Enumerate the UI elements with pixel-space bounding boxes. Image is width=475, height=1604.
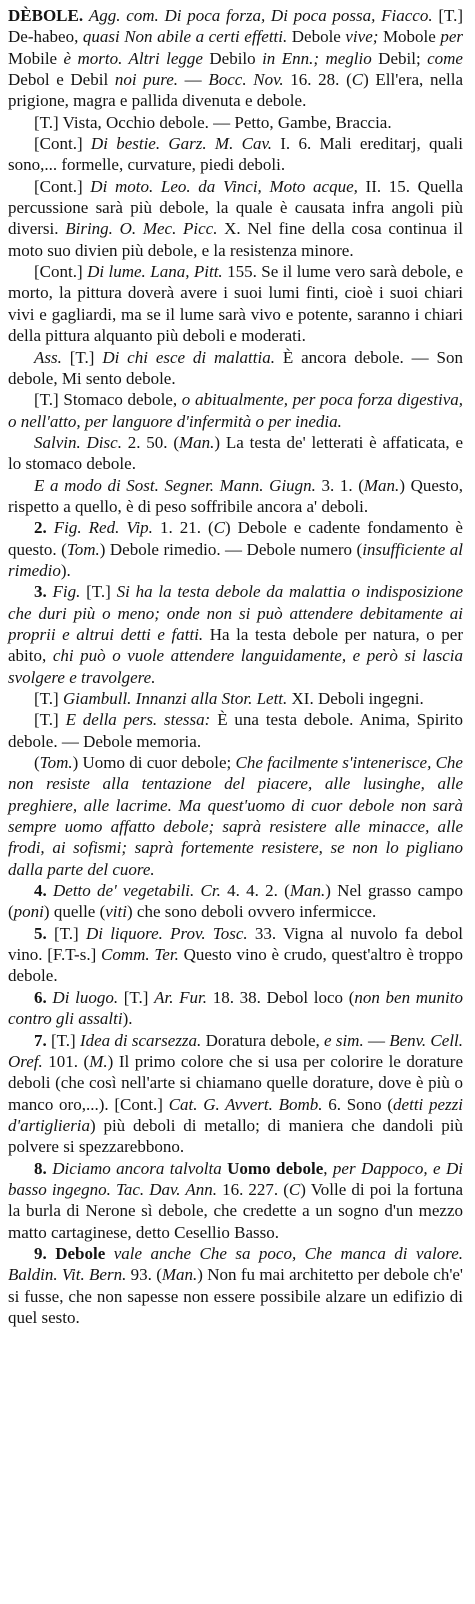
text-run: [T.]	[34, 710, 66, 730]
italic-text: Salvin. Disc.	[34, 432, 128, 452]
text-run: [T.]	[86, 582, 117, 602]
entry-sense-paragraph	[8, 1243, 463, 1328]
italic-text: Man.	[179, 432, 215, 452]
italic-text: M.	[89, 1051, 108, 1071]
text-run: ) Nel grasso campo (	[8, 881, 463, 922]
text-run: Debol e Debil	[8, 70, 115, 90]
entry-sense-paragraph	[8, 112, 463, 133]
italic-text: Comm. Ter.	[101, 945, 184, 965]
text-run: ) Il primo colore che si usa per colorire le dorature deboli (che così nell'arte si chiamano quelle dorature, dove è più o manco oro,...). [Cont.]	[8, 1051, 463, 1114]
entry-headword-paragraph	[8, 5, 463, 112]
italic-text: Di luogo.	[52, 987, 124, 1007]
text-run: [T.]	[69, 347, 103, 367]
italic-text: Detto de' vegetabili. Cr.	[53, 881, 228, 901]
entry-sense-paragraph	[8, 880, 463, 923]
italic-text: Diciamo ancora talvolta	[52, 1158, 228, 1178]
text-run: [T.]	[123, 987, 155, 1007]
entry-sense-paragraph	[8, 261, 463, 346]
text-run: X. Nel fine della cosa continua il moto suo divien più debole, e la resistenza minore.	[8, 219, 463, 260]
text-run: 6. Sono (	[328, 1094, 394, 1114]
text-run: ) che sono deboli ovvero infermicce.	[126, 902, 377, 922]
italic-text: e sim.	[324, 1030, 368, 1050]
text-run: [T.] Stomaco debole,	[34, 390, 182, 410]
text-run: 1. 21. (	[159, 518, 214, 538]
entry-sense-paragraph	[8, 581, 463, 688]
entry-sense-paragraph	[8, 987, 463, 1030]
text-run: [Cont.]	[34, 262, 88, 282]
text-run: [T.]	[34, 689, 63, 708]
text-run: —	[184, 70, 209, 90]
text-run: ).	[122, 1009, 133, 1029]
italic-text: Man.	[363, 475, 400, 495]
italic-text: Cat. G. Avvert. Bomb.	[168, 1094, 329, 1114]
italic-text: C	[288, 1179, 301, 1199]
entry-sense-paragraph	[8, 432, 463, 475]
bold-text: 9. Debole	[34, 1243, 114, 1263]
entry-sense-paragraph	[8, 176, 463, 261]
entry-sense-paragraph	[8, 475, 463, 518]
text-run: [T.]	[51, 1030, 80, 1050]
italic-text: detti pezzi d'artiglieria	[8, 1094, 463, 1135]
entry-sense-paragraph	[8, 1030, 463, 1158]
text-run: XI. Deboli ingegni.	[291, 689, 424, 708]
italic-text: per Dappoco, e Di basso ingegno. Tac. Dav. Ann.	[8, 1158, 463, 1199]
entry-sense-paragraph	[8, 517, 463, 581]
bold-text: Uomo debole	[227, 1158, 324, 1178]
text-run: [T.]	[54, 923, 86, 943]
entry-sense-paragraph	[8, 752, 463, 880]
italic-text: Si ha la testa debole da malattia o indisposizione che duri più o meno; onde non si può attendere debitamente ai proprii e altrui detti e fatti.	[8, 582, 464, 644]
text-run: Mobile	[8, 48, 64, 68]
text-run: ) La testa de' letterati è affaticata, e lo stomaco debole.	[8, 432, 463, 474]
italic-text: Tom.	[66, 539, 100, 559]
italic-text: in Enn.; meglio	[262, 48, 379, 68]
text-run: Questo vino è crudo, quest'altro è troppo debole.	[8, 945, 463, 986]
italic-text: poni	[13, 902, 44, 922]
text-run: ) più deboli di metallo; di maniera che dandoli più polvere si spezzarebbono.	[8, 1115, 463, 1157]
text-run: ).	[60, 560, 71, 580]
italic-text: Man.	[161, 1265, 198, 1285]
bold-text: 3.	[34, 582, 53, 602]
bold-text: DÈBOLE.	[8, 6, 89, 25]
text-run: Ha la testa debole per natura, o per abito,	[8, 624, 463, 666]
italic-text: quasi Non abile a certi effetti.	[82, 27, 292, 47]
italic-text: C	[213, 518, 225, 538]
text-run: 16. 28. (	[290, 70, 352, 90]
bold-text: 7.	[34, 1030, 51, 1050]
text-run: [Cont.]	[34, 134, 91, 154]
italic-text: Bocc. Nov.	[208, 70, 291, 90]
text-run: ) Volle di poi la fortuna la burla di Nerone sì debole, che credette a un sogno d'un mezzo matto cartaginese, detto Cesellio Basso.	[8, 1179, 463, 1242]
italic-text: per	[440, 27, 464, 47]
italic-text: o abitualmente, per poca forza digestiva, o nell'atto, per languore d'infermità o per inedia.	[8, 390, 463, 431]
text-run: ) Debole rimedio. — Debole numero (	[99, 539, 363, 559]
italic-text: Idea di scarsezza.	[79, 1030, 206, 1050]
text-run: 33. Vigna al nuvolo fa debol vino. [F.T-s.]	[8, 923, 464, 965]
italic-text: viti	[105, 902, 127, 922]
italic-text: Giambull. Innanzi alla Stor. Lett.	[62, 689, 292, 708]
text-run: ) quelle (	[43, 902, 106, 922]
bold-text: 8.	[34, 1158, 53, 1178]
italic-text: Di lume. Lana, Pitt.	[87, 262, 228, 282]
text-run: Doratura debole,	[205, 1030, 325, 1050]
text-run: [T.] De-habeo,	[8, 6, 464, 47]
italic-text: Che facilmente s'intenerisce, Che non resiste alla tentazione del piacere, alle lusinghe, alle preghiere, alle lacrime. Ma quest'uomo di cuor debole non sarà sempre uomo affatto debole; saprà resistere alle minacce, alle frodi, ai sofismi; saprà fortemente resistere, se non lo pigliano dalla parte del cuore.	[8, 753, 463, 879]
text-run: [Cont.]	[34, 176, 91, 196]
entry-sense-paragraph	[8, 133, 463, 176]
text-run: Mobole	[382, 27, 441, 47]
italic-text: come	[427, 48, 463, 68]
italic-text: E a modo di Sost. Segner. Mann. Giugn.	[34, 475, 322, 495]
text-run: II. 15. Quella percussione sarà più debole, la quale è causata infra angoli più diversi.	[8, 176, 463, 239]
bold-text: 6.	[34, 987, 53, 1007]
italic-text: noi pure.	[114, 70, 185, 90]
italic-text: è morto. Altri legge	[63, 48, 210, 68]
entry-sense-paragraph	[8, 923, 463, 987]
italic-text: Tom.	[39, 753, 73, 773]
italic-text: insufficiente al rimedio	[8, 539, 464, 580]
italic-text: C	[351, 70, 364, 90]
italic-text: Ass.	[34, 347, 70, 367]
italic-text: chi può o vuole attendere languidamente, e però si lascia svolgere e travolgere.	[8, 646, 463, 687]
text-run: (	[34, 753, 40, 773]
text-run: 4. 4. 2. (	[227, 881, 290, 901]
text-run: ) Debole e cadente fondamento è questo. (	[8, 518, 463, 559]
text-run: [T.] Vista, Occhio debole. — Petto, Gambe, Braccia.	[34, 112, 392, 132]
text-run: ) Ell'era, nella prigione, magra e pallida divenuta e debole.	[8, 70, 464, 111]
text-run: ) Questo, rispetto a quello, è di peso soffribile ancora a' deboli.	[8, 475, 463, 516]
italic-text: Biring. O. Mec. Picc.	[65, 219, 225, 239]
italic-text: Di moto. Leo. da Vinci, Moto acque,	[90, 176, 366, 196]
text-run: Debilo	[209, 48, 263, 68]
text-run: I. 6. Mali ereditarj, quali sono,... formelle, curvature, piedi deboli.	[8, 134, 463, 175]
italic-text: Ar. Fur.	[154, 987, 213, 1007]
text-run: 155. Se il lume vero sarà debole, e morto, la pittura doverà avere i suoi lumi finti, cioè i suoi chiari vivi e gagliardi, ma se il lume sarà vivo e potente, saranno i chiari della pittura alquanto più deboli e moderati.	[8, 262, 463, 346]
entry-sense-paragraph	[8, 347, 463, 390]
entry-sense-paragraph	[8, 709, 463, 752]
text-run: È ancora debole. — Son debole, Mi sento debole.	[8, 347, 463, 388]
text-run: 2. 50. (	[127, 432, 179, 452]
text-run: 18. 38. Debol loco (	[212, 987, 355, 1007]
text-run: 3. 1. (	[321, 475, 364, 495]
text-run: 93. (	[130, 1265, 162, 1285]
text-run: È una testa debole. Anima, Spirito debole. — Debole memoria.	[8, 710, 463, 751]
text-run: ) Uomo di cuor debole;	[72, 753, 236, 773]
bold-text: 2.	[34, 518, 54, 538]
text-run: ,	[323, 1158, 333, 1178]
italic-text: Di chi esce di malattia.	[102, 347, 283, 367]
italic-text: Agg. com. Di poca forza, Di poca possa, Fiacco.	[88, 6, 439, 25]
italic-text: Man.	[289, 881, 326, 901]
italic-text: Fig.	[52, 582, 87, 602]
text-run: 16. 227. (	[222, 1179, 289, 1199]
italic-text: Di bestie. Garz. M. Cav.	[90, 134, 281, 154]
text-run: ) Non fu mai architetto per debole ch'e' si fusse, che non sapesse non essere possibile alzare un edifizio di quel sesto.	[8, 1265, 463, 1327]
italic-text: Benv. Cell. Oref.	[8, 1030, 464, 1071]
text-run: —	[367, 1030, 390, 1050]
italic-text: Di liquore. Prov. Tosc.	[85, 923, 255, 943]
entry-sense-paragraph	[8, 389, 463, 432]
text-run: Debole	[291, 27, 346, 47]
bold-text: 5.	[34, 923, 54, 943]
text-run: 101. (	[48, 1051, 90, 1071]
text-run: Debil;	[378, 48, 428, 68]
italic-text: non ben munito contro gli assalti	[8, 987, 463, 1029]
italic-text: Fig. Red. Vip.	[53, 518, 160, 538]
bold-text: 4.	[34, 881, 54, 901]
italic-text: vive;	[345, 27, 383, 47]
italic-text: vale anche Che sa poco, Che manca di valore. Baldin. Vit. Bern.	[8, 1243, 463, 1285]
entry-sense-paragraph	[8, 688, 463, 709]
italic-text: E della pers. stessa:	[65, 710, 218, 730]
entry-sense-paragraph	[8, 1158, 463, 1243]
